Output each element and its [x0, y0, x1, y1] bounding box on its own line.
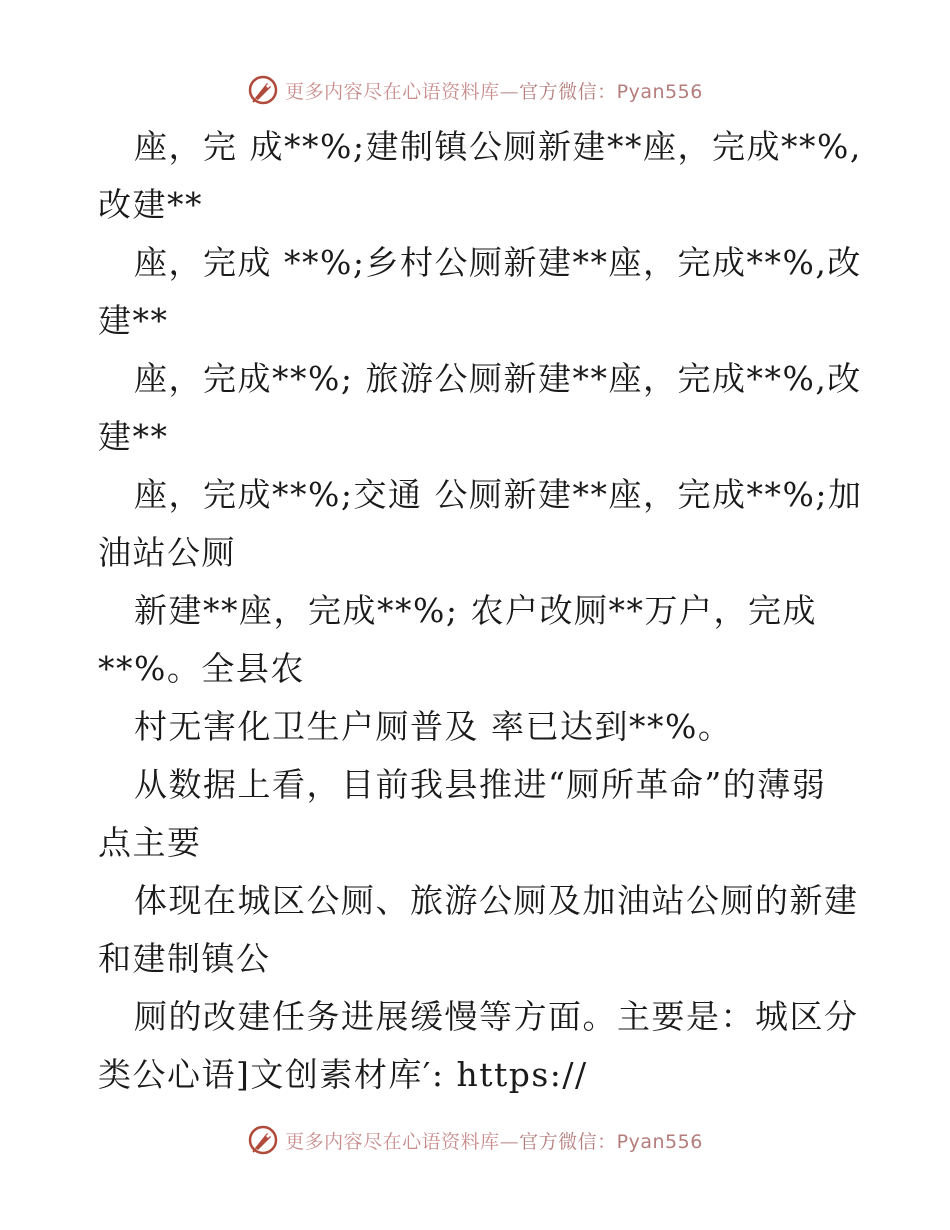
footer-site-text: 更多内容尽在心语资料库 — [285, 1130, 500, 1153]
brand — [247, 1124, 703, 1156]
text-line: 新建**座，完成**%; 农户改厕**万户，完成 — [134, 591, 817, 630]
text-line: 厕的改建任务进展缓慢等方面。主要是：城区分 — [134, 997, 859, 1036]
text-line: 村无害化卫生户厕普及 率已达到**%。 — [134, 707, 733, 746]
text-line: 座，完成 **%;乡村公厕新建**座，完成**%,改 — [134, 243, 862, 282]
text-line: 和建制镇公 — [98, 939, 271, 978]
text-line: 油站公厕 — [98, 533, 236, 572]
page-footer-watermark — [0, 1120, 950, 1160]
text-line: 座，完成**%; 旅游公厕新建**座，完成**%,改 — [134, 359, 862, 398]
header-wechat-text: 官方微信：Pyan556 — [519, 80, 703, 103]
text-line: 建** — [98, 301, 169, 340]
header-site-text: 更多内容尽在心语资料库 — [285, 80, 500, 103]
text-line: 体现在城区公厕、旅游公厕及加油站公厕的新建 — [134, 881, 859, 920]
header-dash: — — [499, 80, 520, 103]
text-line: 座，完 成**%;建制镇公厕新建**座，完成**%, — [134, 127, 862, 166]
brand — [247, 74, 703, 106]
text-line: 座，完成**%;交通 公厕新建**座，完成**%;加 — [134, 475, 863, 514]
text-line: 点主要 — [98, 823, 202, 862]
page-header-watermark — [0, 70, 950, 110]
footer-dash: — — [499, 1130, 520, 1153]
footer-watermark-text — [285, 1127, 703, 1154]
document-body — [98, 118, 863, 1104]
text-line: **%。全县农 — [98, 649, 305, 688]
text-line: 从数据上看，目前我县推进“厕所革命”的薄弱 — [134, 765, 827, 804]
text-line: 改建** — [98, 185, 203, 224]
pen-nib-logo-icon — [247, 74, 279, 106]
pen-nib-logo-icon — [247, 1124, 279, 1156]
header-watermark-text — [285, 77, 703, 104]
footer-wechat-text: 官方微信：Pyan556 — [519, 1130, 703, 1153]
text-line: 建** — [98, 417, 169, 456]
text-line: 类公心语]文创素材库′: https:// — [98, 1055, 588, 1094]
